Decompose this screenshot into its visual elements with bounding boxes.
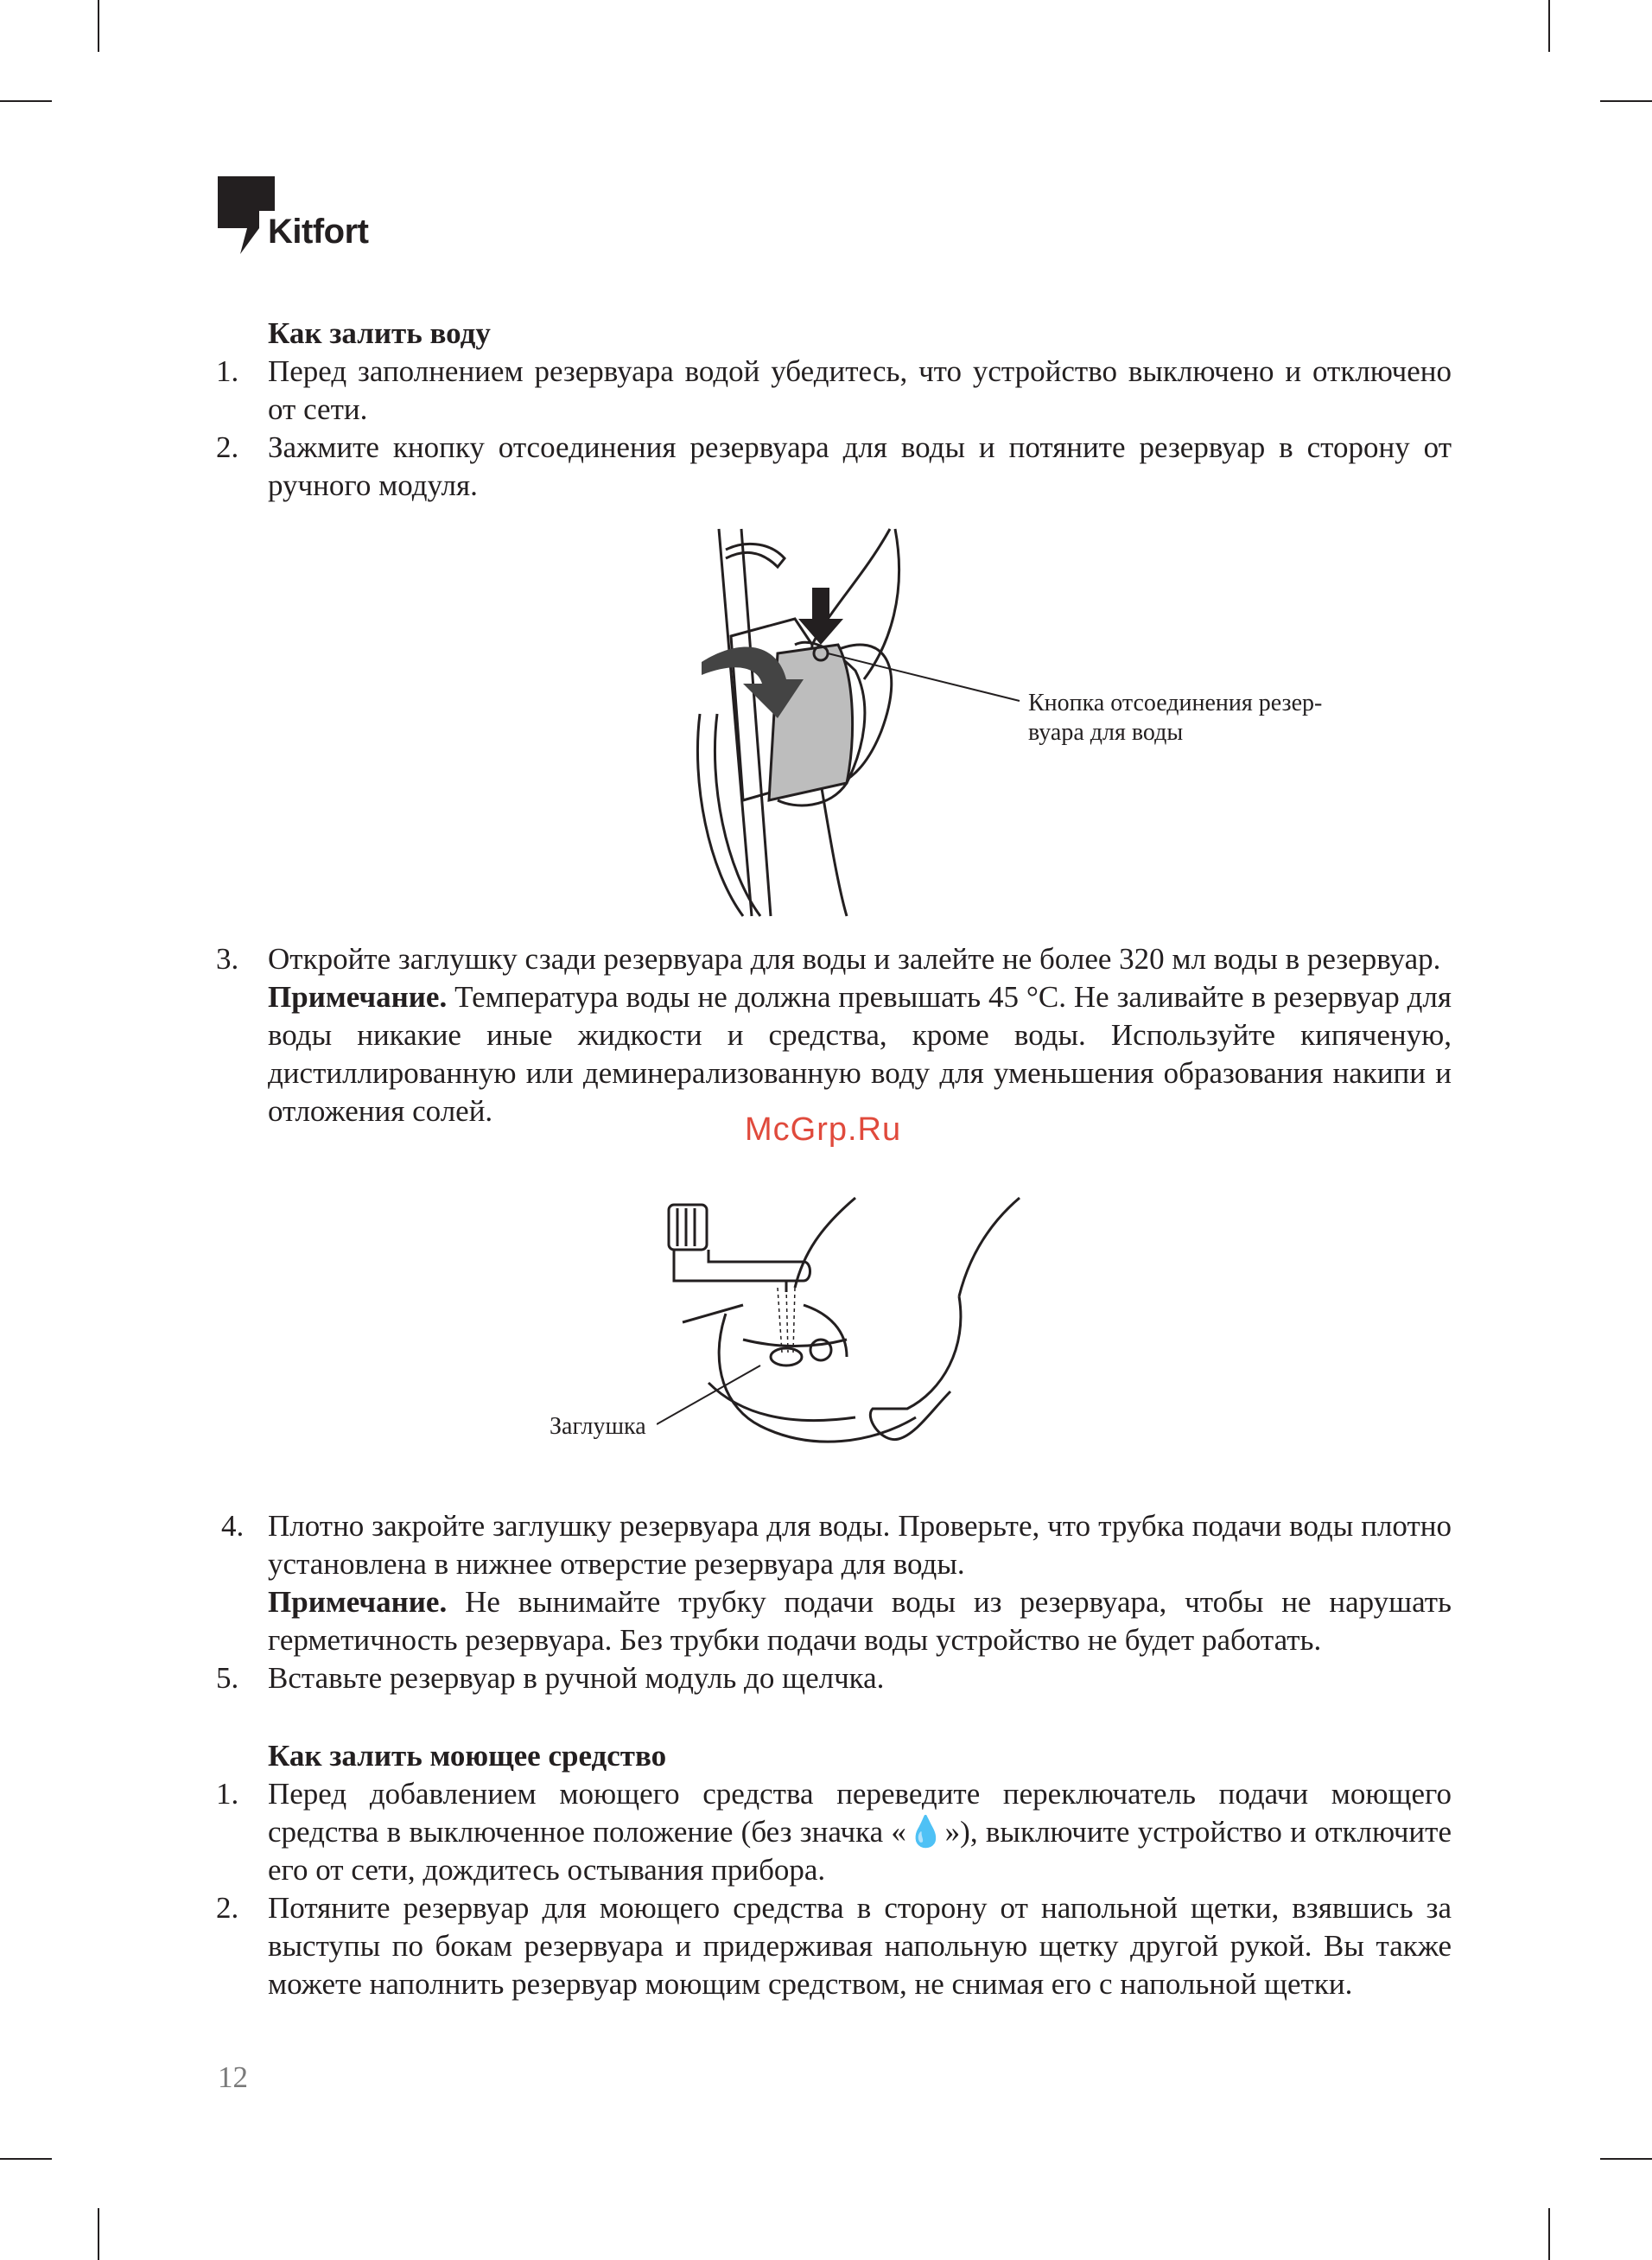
list-text: Зажмите кнопку отсоединения резервуара для воды и потяните резервуар в сторону от ручного модуля. bbox=[268, 430, 1452, 502]
list-item bbox=[216, 1775, 1452, 1889]
list-number: 4. bbox=[221, 1509, 245, 1543]
list-text: Откройте заглушку сзади резервуара для воды и залейте не более 320 мл воды в резервуар. bbox=[268, 942, 1441, 976]
note-label: Примечание. bbox=[268, 980, 448, 1014]
page-number: 12 bbox=[218, 2060, 248, 2094]
list-item bbox=[216, 1889, 1452, 2003]
crop-mark bbox=[1600, 100, 1652, 102]
list-item bbox=[216, 429, 1452, 505]
section-heading: Как залить моющее средство bbox=[268, 1739, 667, 1773]
crop-mark bbox=[0, 2158, 52, 2160]
list-text: Потяните резервуар для моющего средства в сторону от напольной щетки, взявшись за выступы по бокам резервуара и придерживая напольную щетку другой рукой. Вы также можете наполнить резервуар моющим средством, не снимая его с напольной щетки. bbox=[268, 1891, 1452, 2001]
water-section-bottom bbox=[216, 1507, 1452, 1697]
crop-mark bbox=[1548, 2208, 1550, 2260]
crop-mark bbox=[0, 100, 52, 102]
watermark: McGrp.Ru bbox=[745, 1111, 902, 1148]
list-number: 1. bbox=[216, 354, 239, 388]
list-text: Перед добавлением моющего средства переведите переключатель подачи моющего средства в выключенное положение (без значка «💧»), выключите устройство и отключите его от сети, дождитесь остывания прибора. bbox=[268, 1777, 1452, 1887]
list-text: Плотно закройте заглушку резервуара для воды. Проверьте, что трубка подачи воды плотно установлена в нижнее отверстие резервуара для воды. bbox=[268, 1509, 1452, 1581]
list-number: 5. bbox=[216, 1661, 239, 1695]
note bbox=[216, 1583, 1452, 1659]
crop-mark bbox=[1548, 0, 1550, 52]
crop-mark bbox=[98, 2208, 99, 2260]
figure-callout: Заглушка bbox=[550, 1413, 646, 1440]
list-text: Перед заполнением резервуара водой убедитесь, что устройство выключено и отключено от сети. bbox=[268, 354, 1452, 426]
list-number: 2. bbox=[216, 1891, 239, 1925]
list-item bbox=[216, 940, 1452, 978]
list-item bbox=[216, 1659, 1452, 1697]
list-number: 1. bbox=[216, 1777, 239, 1811]
list-number: 3. bbox=[216, 942, 239, 976]
note-label: Примечание. bbox=[268, 1585, 448, 1619]
list-item bbox=[216, 353, 1452, 429]
list-item bbox=[216, 1507, 1452, 1583]
list-number: 2. bbox=[216, 430, 239, 464]
figure-callout: Кнопка отсоединения резер- вуара для воды bbox=[1028, 690, 1323, 746]
list-text: Вставьте резервуар в ручной модуль до щелчка. bbox=[268, 1661, 885, 1695]
detergent-section bbox=[216, 1737, 1452, 2003]
crop-mark bbox=[1600, 2158, 1652, 2160]
note-text: Не вынимайте трубку подачи воды из резервуара, чтобы не нарушать герметичность резервуара. Без трубки подачи воды устройство не будет работать. bbox=[268, 1585, 1452, 1657]
tank-filling-illustration bbox=[657, 1193, 1037, 1478]
crop-mark bbox=[98, 0, 99, 52]
section-heading: Как залить воду bbox=[268, 316, 491, 350]
water-section-top bbox=[216, 315, 1452, 505]
brand-name: Kitfort bbox=[268, 213, 369, 251]
note-text: Температура воды не должна превышать 45 °C. Не заливайте в резервуар для воды никакие иные жидкости и средства, кроме воды. Используйте кипяченую, дистиллированную или деминерализованную воду для уменьшения образования накипи и отложения солей. bbox=[268, 980, 1452, 1128]
note bbox=[216, 978, 1452, 1130]
water-section-middle bbox=[216, 940, 1452, 1130]
